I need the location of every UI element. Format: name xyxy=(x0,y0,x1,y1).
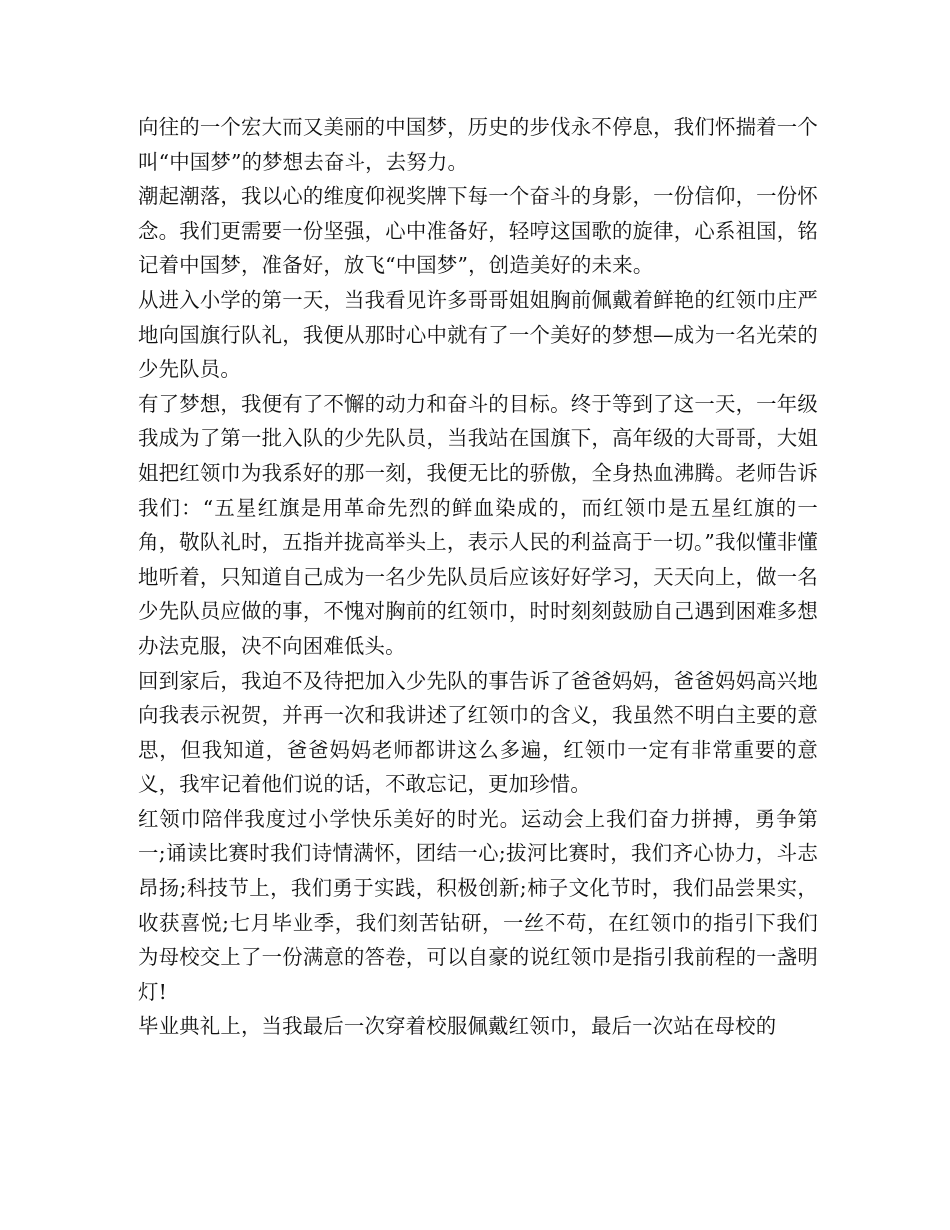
paragraph-5: 回到家后，我迫不及待把加入少先队的事告诉了爸爸妈妈，爸爸妈妈高兴地向我表示祝贺，并再一次和我讲述了红领巾的含义，我虽然不明白主要的意思，但我知道，爸爸妈妈老师都讲这么多遍，红领巾一定有非常重要的意义，我牢记着他们说的话，不敢忘记，更加珍惜。 xyxy=(138,668,818,797)
document-body xyxy=(138,110,818,1044)
paragraph-3: 从进入小学的第一天，当我看见许多哥哥姐姐胸前佩戴着鲜艳的红领巾庄严地向国旗行队礼，我便从那时心中就有了一个美好的梦想—成为一名光荣的少先队员。 xyxy=(138,287,818,382)
paragraph-4: 有了梦想，我便有了不懈的动力和奋斗的目标。终于等到了这一天，一年级我成为了第一批入队的少先队员，当我站在国旗下，高年级的大哥哥，大姐姐把红领巾为我系好的那一刻，我便无比的骄傲，全身热血沸腾。老师告诉我们：“五星红旗是用革命先烈的鲜血染成的，而红领巾是五星红旗的一角，敬队礼时，五指并拢高举头上，表示人民的利益高于一切。”我似懂非懂地听着，只知道自己成为一名少先队员后应该好好学习，天天向上，做一名少先队员应做的事，不愧对胸前的红领巾，时时刻刻鼓励自己遇到困难多想办法克服，决不向困难低头。 xyxy=(138,391,818,658)
paragraph-6: 红领巾陪伴我度过小学快乐美好的时光。运动会上我们奋力拼搏，勇争第一;诵读比赛时我们诗情满怀，团结一心;拔河比赛时，我们齐心协力，斗志昂扬;科技节上，我们勇于实践，积极创新;柿子文化节时，我们品尝果实，收获喜悦;七月毕业季，我们刻苦钻研，一丝不苟，在红领巾的指引下我们为母校交上了一份满意的答卷，可以自豪的说红领巾是指引我前程的一盏明灯! xyxy=(138,806,818,1004)
paragraph-2: 潮起潮落，我以心的维度仰视奖牌下每一个奋斗的身影，一份信仰，一份怀念。我们更需要一份坚强，心中准备好，轻哼这国歌的旋律，心系祖国，铭记着中国梦，准备好，放飞“中国梦”，创造美好的未来。 xyxy=(138,184,818,278)
paragraph-1: 向往的一个宏大而又美丽的中国梦，历史的步伐永不停息，我们怀揣着一个叫“中国梦”的梦想去奋斗，去努力。 xyxy=(138,115,818,174)
paragraph-7: 毕业典礼上，当我最后一次穿着校服佩戴红领巾，最后一次站在母校的 xyxy=(138,1014,777,1039)
